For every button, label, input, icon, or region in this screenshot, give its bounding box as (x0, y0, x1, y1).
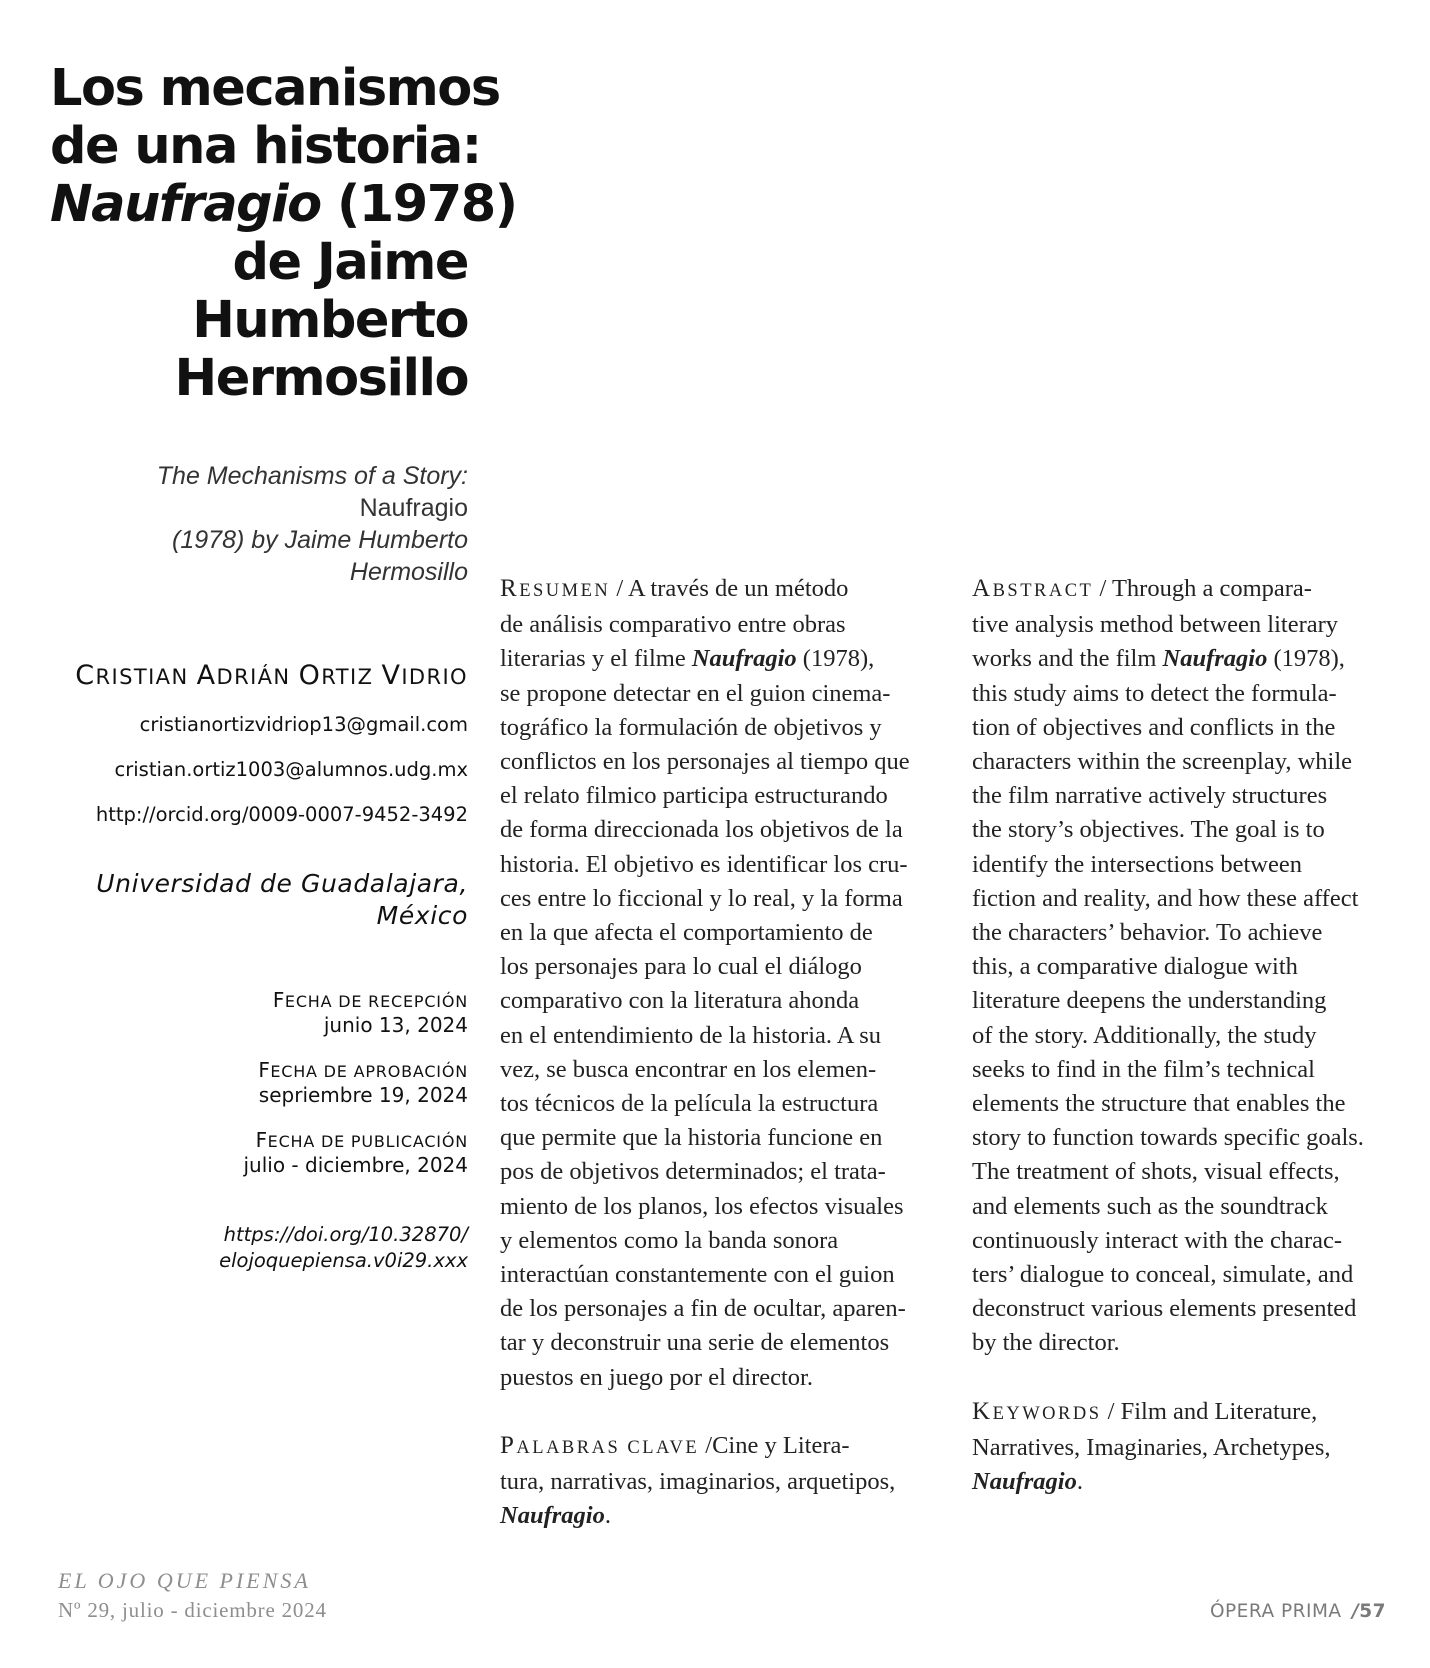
author-name-part: IDRIO (401, 665, 468, 689)
palabras-clave-line (500, 1499, 950, 1533)
palabras-clave-line (500, 1429, 950, 1465)
page-number: 57 (1359, 1601, 1386, 1622)
resumen-line: conflictos en los personajes al tiempo que (500, 748, 910, 776)
abstract-line: fiction and reality, and how these affect (972, 884, 1359, 912)
abstract-film-year: (1978), (1267, 645, 1345, 673)
palabras-clave-label (500, 1432, 699, 1459)
abstract-label-initial: A (972, 575, 993, 602)
doi-link[interactable] (50, 1222, 468, 1274)
resumen-line: los personajes para lo cual el diálogo (500, 953, 862, 981)
abstract-section (972, 572, 1422, 1499)
abstract-line: by the director. (972, 1329, 1120, 1357)
date-label (50, 988, 468, 1012)
date-label (50, 1128, 468, 1152)
title-year: (1978) (320, 175, 517, 234)
abstract-line: seeks to find in the film’s technical (972, 1055, 1315, 1083)
resumen-line: interactúan constantemente con el guion (500, 1261, 895, 1289)
journal-footer (58, 1568, 327, 1623)
abstract-line: tive analysis method between literary (972, 611, 1339, 639)
email-link[interactable]: cristianortizvidriop13@gmail.com (139, 713, 468, 736)
resumen-line: pos de objetivos determinados; el trata- (500, 1158, 886, 1186)
resumen-line: de los personajes a fin de ocultar, aparen- (500, 1295, 906, 1323)
abstract-slash: / (1093, 575, 1112, 602)
footer-separator: / (1351, 1601, 1360, 1622)
resumen-line: y elementos como la banda sonora (500, 1226, 839, 1254)
resumen-line: vez, se busca encontrar en los elemen- (500, 1055, 877, 1083)
resumen-line: puestos en juego por el director. (500, 1363, 813, 1391)
keywords-rest: EYWORDS (992, 1403, 1102, 1424)
resumen-text: A través de un método (627, 575, 849, 602)
resumen-slash: / (610, 575, 628, 602)
keywords-label (972, 1398, 1102, 1425)
abstract-line: and elements such as the soundtrack (972, 1192, 1328, 1220)
issue-info: Nº 29, julio - diciembre 2024 (58, 1598, 327, 1622)
subtitle-line2: (1978) by Jaime Humberto Hermosillo (172, 526, 468, 586)
date-label-rest: ECHA DE PUBLICACIÓN (267, 1132, 468, 1151)
author-initial: A (196, 660, 217, 691)
resumen-label-initial: R (500, 575, 520, 602)
resumen-line: miento de los planos, los efectos visuales (500, 1192, 904, 1220)
author-initial: C (75, 660, 96, 691)
abstract-label-rest: BSTRACT (992, 581, 1094, 601)
subtitle-lead: The Mechanisms of a Story: (156, 462, 468, 490)
doi-line: https://doi.org/10.32870/ (223, 1223, 468, 1246)
resumen-line: el relato filmico participa estructurando (500, 782, 888, 810)
date-label-rest: ECHA DE RECEPCIÓN (284, 992, 468, 1011)
resumen-line: tos técnicos de la película la estructura (500, 1090, 879, 1118)
resumen-line: de análisis comparativo entre obras (500, 611, 846, 639)
journal-name: EL OJO QUE PIENSA (58, 1568, 311, 1593)
page-footer (1210, 1601, 1386, 1622)
abstract-line: literature deepens the understanding (972, 987, 1327, 1015)
palabras-clave-line: tura, narrativas, imaginarios, arquetipos, (500, 1468, 896, 1496)
abstract-line: tion of objectives and conflicts in the (972, 713, 1336, 741)
subtitle-film: Naufragio (359, 494, 468, 522)
resumen-line: que permite que la historia funcione en (500, 1124, 883, 1152)
abstract-line: ters’ dialogue to conceal, simulate, and (972, 1261, 1354, 1289)
abstract-text: works and the film (972, 645, 1163, 673)
title-line: de una historia: (50, 117, 481, 176)
abstract-line: characters within the screenplay, while (972, 748, 1353, 776)
title-film: Naufragio (50, 175, 321, 234)
resumen-line: en el entendimiento de la historia. A su (500, 1021, 882, 1049)
author-initial: O (298, 660, 322, 691)
abstract-line: identify the intersections between (972, 850, 1302, 878)
section-name: ÓPERA PRIMA (1209, 1601, 1342, 1622)
keywords-slash: / (1101, 1397, 1121, 1425)
date-label-initial: F (258, 1058, 271, 1082)
author-name-part: DRIÁN (216, 665, 299, 689)
english-subtitle (50, 460, 468, 588)
resumen-line (500, 642, 950, 676)
doi-line: elojoquepiensa.v0i29.xxx (219, 1249, 468, 1272)
abstract-line: story to function towards specific goals. (972, 1124, 1364, 1152)
institution-line: Universidad de Guadalajara, (96, 869, 468, 898)
keywords-line: Narratives, Imaginaries, Archetypes, (972, 1434, 1331, 1462)
article-title (50, 59, 517, 408)
abstract-line: deconstruct various elements presented (972, 1295, 1357, 1323)
resumen-line: comparativo con la literatura ahonda (500, 987, 860, 1015)
date-label-initial: F (272, 988, 285, 1012)
abstract-film-title: Naufragio (1162, 645, 1268, 673)
resumen-line: se propone detectar en el guion cinema- (500, 679, 891, 707)
orcid-link[interactable]: http://orcid.org/0009-0007-9452-3492 (95, 803, 468, 826)
email-link[interactable]: cristian.ortiz1003@alumnos.udg.mx (114, 758, 468, 781)
institution-line: México (376, 901, 468, 930)
title-line: de Jaime (232, 233, 468, 292)
resumen-line: historia. El objetivo es identificar los cru- (500, 850, 908, 878)
resumen-label-rest: ESUMEN (519, 581, 611, 601)
date-received (50, 988, 468, 1038)
date-label-initial: F (255, 1128, 268, 1152)
resumen-label (500, 575, 610, 602)
abstract-text: Through a compara- (1111, 575, 1312, 602)
title-line: Humberto (192, 291, 468, 350)
keywords-initial: K (972, 1397, 993, 1425)
author-initial: V (381, 660, 402, 691)
abstract-line (972, 572, 1422, 608)
paragraph-gap (972, 1361, 1422, 1395)
resumen-line: de forma direccionada los objetivos de la (500, 816, 903, 844)
abstract-line: of the story. Additionally, the study (972, 1021, 1317, 1049)
palabras-clave-end: . (604, 1502, 611, 1530)
keywords-text: Film and Literature, (1120, 1397, 1318, 1425)
palabras-clave-slash: / (699, 1432, 713, 1460)
date-published (50, 1128, 468, 1178)
keywords-end: . (1076, 1468, 1083, 1496)
author-name-part: RTIZ (321, 665, 382, 689)
date-approved (50, 1058, 468, 1108)
abstract-label (972, 575, 1093, 602)
abstract-line: the story’s objectives. The goal is to (972, 816, 1325, 844)
palabras-clave-initial: P (500, 1432, 517, 1460)
palabras-clave-text: Cine y Litera- (712, 1432, 850, 1460)
date-label (50, 1058, 468, 1082)
abstract-line: the film narrative actively structures (972, 782, 1328, 810)
front-matter (50, 59, 517, 1274)
paragraph-gap (500, 1395, 950, 1429)
abstract-line: elements the structure that enables the (972, 1090, 1346, 1118)
title-line-film (50, 175, 517, 234)
resumen-film-title: Naufragio (691, 645, 797, 673)
title-line: Los mecanismos (50, 59, 500, 118)
resumen-line: ces entre lo ficcional y lo real, y la forma (500, 884, 903, 912)
abstract-line: this study aims to detect the formula- (972, 679, 1337, 707)
abstract-line (972, 642, 1422, 676)
resumen-line: tográfico la formulación de objetivos y (500, 713, 882, 741)
title-line: Hermosillo (174, 349, 468, 408)
resumen-text: literarias y el filme (500, 645, 692, 673)
resumen-line: tar y deconstruir una serie de elementos (500, 1329, 890, 1357)
date-value: junio 13, 2024 (323, 1013, 468, 1037)
palabras-clave-film: Naufragio (500, 1502, 605, 1530)
keywords-film: Naufragio (972, 1468, 1077, 1496)
resumen-section (500, 572, 950, 1534)
abstract-line: this, a comparative dialogue with (972, 953, 1298, 981)
institution (50, 868, 468, 932)
resumen-line (500, 572, 950, 608)
resumen-line: en la que afecta el comportamiento de (500, 919, 873, 947)
abstract-line: The treatment of shots, visual effects, (972, 1158, 1340, 1186)
resumen-film-year: (1978), (796, 645, 875, 673)
keywords-line (972, 1395, 1422, 1431)
date-label-rest: ECHA DE APROBACIÓN (270, 1062, 468, 1081)
keywords-line (972, 1465, 1422, 1499)
palabras-clave-rest: ALABRAS CLAVE (516, 1438, 700, 1459)
abstract-line: continuously interact with the charac- (972, 1226, 1343, 1254)
author-name-part: RISTIAN (95, 665, 197, 689)
date-value: julio - diciembre, 2024 (243, 1153, 468, 1177)
abstract-line: the characters’ behavior. To achieve (972, 919, 1323, 947)
author-name (50, 660, 468, 691)
date-value: sepriembre 19, 2024 (258, 1083, 468, 1107)
